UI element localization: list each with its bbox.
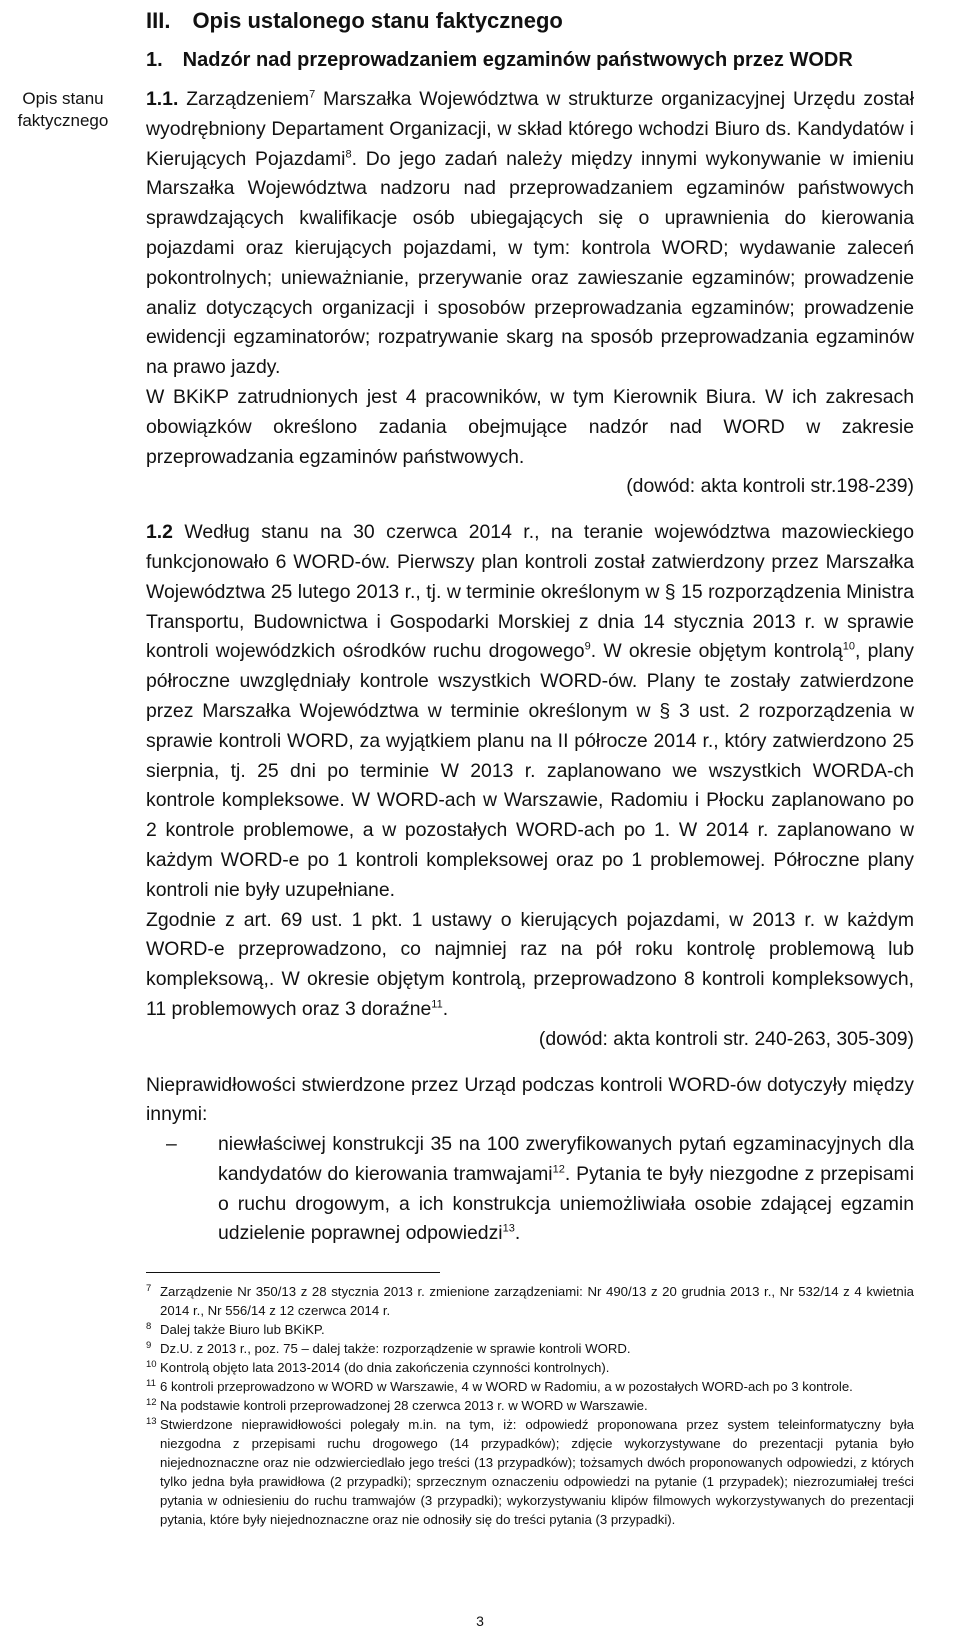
paragraph-number: 1.1. <box>146 88 179 110</box>
footnote-separator <box>146 1272 440 1273</box>
paragraph-bkikp: W BKiKP zatrudnionych jest 4 pracowników, w tym Kierownik Biura. W ich zakresach obowiązków określono zadania obejmujące nadzór nad WORD w zakresie przeprowadzania egzaminów państwowych. <box>146 385 914 468</box>
footnote: 11 6 kontroli przeprowadzono w WORD w Warszawie, 4 w WORD w Radomiu, a w pozostałych WORD-ach po 3 kontrole. <box>146 1378 853 1394</box>
footnote-ref: 11 <box>431 998 443 1011</box>
paragraph-art69: Zgodnie z art. 69 ust. 1 pkt. 1 ustawy o kierujących pojazdami, w 2013 r. w każdym WORD-e przeprowadzono, co najmniej raz na pół roku kontrolę problemową lub kompleksową,. W okresie objętym kontrolą, przeprowadzono 8 kontroli kompleksowych, 11 problemowych oraz 3 doraźne$^{11}$. <box>146 908 914 1020</box>
subsection-heading: 1. Nadzór nad przeprowadzaniem egzaminów państwowych przez WODR <box>146 49 853 71</box>
paragraph-number: 1.2 <box>146 521 173 544</box>
evidence-reference: (dowód: akta kontroli str. 240-263, 305-309) <box>538 1027 914 1050</box>
footnote-ref: 9 <box>584 640 591 653</box>
paragraph-1-1: 1.1. Zarządzeniem$^7$ Marszałka Województwa w strukturze organizacyjnej Urzędu został wyodrębniony Departament Organizacji, w skład którego wchodzi Biuro ds. Kandydatów i Kierujących Pojazdami$^8$. Do jego zadań należy między innymi wykonywanie w imieniu Marszałka Województwa nadzoru nad przeprowadzaniem egzaminów państwowych sprawdzających kwalifikacje osób ubiegających się o uprawnienia do kierowania pojazdami oraz kierujących pojazdami, w tym: kontrola WORD; wydawanie zaleceń pokontrolnych; unieważnianie, przerywanie oraz zawieszanie egzaminów; prowadzenie analiz dotyczących organizacji i sposobów przeprowadzania egzaminów; prowadzenie ewidencji egzaminatorów; rozpatrywanie skarg na sposób przeprowadzania egzaminów na prawo jazdy. <box>146 88 915 379</box>
footnote: 9 Dz.U. z 2013 r., poz. 75 – dalej także: rozporządzenie w sprawie kontroli WORD. <box>146 1340 631 1356</box>
list-dash: – <box>166 1133 177 1156</box>
footnote-ref: 10 <box>842 640 855 653</box>
footnote-ref: 12 <box>552 1163 565 1176</box>
section-heading: III. Opis ustalonego stanu faktycznego <box>146 8 563 33</box>
footnote: 8 Dalej także Biuro lub BKiKP. <box>146 1321 325 1337</box>
footnotes <box>146 1282 914 1529</box>
footnote-ref: 7 <box>309 88 316 101</box>
evidence-reference: (dowód: akta kontroli str.198-239) <box>626 475 914 498</box>
page-number: 3 <box>476 1613 484 1629</box>
footnote: 7 Zarządzenie Nr 350/13 z 28 stycznia 2013 r. zmienione zarządzeniami: Nr 490/13 z 20 grudnia 2013 r., Nr 532/14 z 4 kwietnia 2014 r., Nr 556/14 z 12 czerwca 2014 r. <box>146 1283 914 1318</box>
footnote-ref: 8 <box>345 148 352 161</box>
list-item: – niewłaściwej konstrukcji 35 na 100 zweryfikowanych pytań egzaminacyjnych dla kandydatów do kierowania tramwajami$^{12}$. Pytania te były niezgodne z przepisami o ruchu drogowym, a ich konstrukcja uniemożliwiała osobie zdającej egzamin udzielenie poprawnej odpowiedzi$^{13}$. <box>146 1130 914 1249</box>
footnote-ref: 13 <box>502 1223 515 1236</box>
paragraph-1-2: 1.2 Według stanu na 30 czerwca 2014 r., na teranie województwa mazowieckiego funkcjonowało 6 WORD-ów. Pierwszy plan kontroli został zatwierdzony przez Marszałka Województwa 25 lutego 2013 r., tj. w terminie określonym w § 15 rozporządzenia Ministra Transportu, Budownictwa i Gospodarki Morskiej z dnia 14 stycznia 2013 r. w sprawie kontroli wojewódzkich ośrodków ruchu drogowego$^9$. W okresie objętym kontrolą$^{10}$, plany półroczne uwzględniały kontrole wszystkich WORD-ów. Plany te zostały zatwierdzone przez Marszałka Województwa w terminie określonym w § 3 ust. 2 rozporządzenia w sprawie kontroli WORD, za wyjątkiem planu na II półrocze 2014 r., który zatwierdzono 25 sierpnia, tj. 25 dni po terminie W 2013 r. zaplanowano we wszystkich WORDA-ch kontrole kompleksowe. W WORD-ach w Warszawie, Radomiu i Płocku zaplanowano po 2 kontrole problemowe, a w pozostałych WORD-ach po 1. W 2014 r. zaplanowano w każdym WORD-e po 1 kontroli kompleksowej oraz po 1 problemowej. Półroczne plany kontroli nie były uzupełniane. <box>146 521 914 901</box>
margin-note: Opis stanu faktycznego <box>17 89 109 130</box>
footnote: 12 Na podstawie kontroli przeprowadzonej 28 czerwca 2013 r. w WORD w Warszawie. <box>146 1397 648 1413</box>
main-content <box>146 0 914 1249</box>
footnote: 10 Kontrolą objęto lata 2013-2014 (do dnia zakończenia czynności kontrolnych). <box>146 1359 610 1375</box>
footnote: 13 Stwierdzone nieprawidłowości polegały m.in. na tym, iż: odpowiedź proponowana przez system teleinformatyczny była niezgodna z przepisami ruchu drogowego (14 przypadków); zdjęcie wykorzystywane do prezentacji pytania było niejednoznaczne oraz nie odzwierciedlało jego treści (13 przypadków); tożsamych dwóch proponowanych odpowiedzi, z których tylko jedna była prawidłowa (2 przypadki); sprzecznym oznaczeniu odpowiedzi na pytanie (1 przypadek); niezrozumiałej treści pytania w odniesieniu do ruchu tramwajów (3 przypadki); wykorzystywaniu klipów filmowych wykorzystywanych do prezentacji pytania, które były niejednoznaczne oraz nie odnosiły się do treści pytania (3 przypadki). <box>146 1416 914 1527</box>
paragraph-irregularities: Nieprawidłowości stwierdzone przez Urząd podczas kontroli WORD-ów dotyczyły między innymi: <box>146 1073 914 1126</box>
